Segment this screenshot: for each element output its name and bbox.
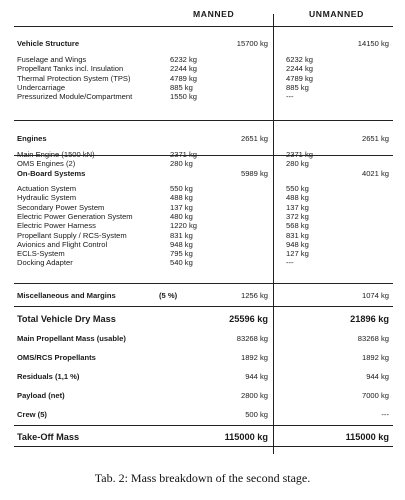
row-label: Fuselage and Wings — [17, 55, 87, 64]
manned-total: 5989 kg — [240, 169, 268, 178]
unmanned-value: 2371 kg — [286, 150, 314, 159]
unmanned-value: 137 kg — [286, 202, 309, 212]
unmanned-value: 944 kg — [366, 372, 389, 381]
row-percentage: (5 %) — [159, 291, 178, 300]
manned-value: 1256 kg — [240, 291, 268, 300]
manned-value: 280 kg — [170, 159, 193, 169]
extras-row — [0, 390, 405, 402]
section-rule — [14, 120, 393, 121]
manned-value: 540 kg — [170, 258, 193, 268]
row-label: Pressurized Module/Compartment — [17, 92, 133, 102]
unmanned-value: 2244 kg — [286, 64, 314, 74]
manned-value: 4789 kg — [170, 73, 198, 83]
section-2-header — [0, 168, 405, 180]
manned-value: 2800 kg — [240, 391, 268, 400]
unmanned-value: --- — [286, 92, 294, 102]
row-label: OMS/RCS Propellants — [17, 353, 96, 362]
manned-value: 137 kg — [170, 202, 193, 212]
extras-row — [0, 371, 405, 383]
row-label: Payload (net) — [17, 391, 65, 400]
extras-row — [0, 352, 405, 364]
manned-value: 795 kg — [170, 249, 193, 259]
manned-value: 1892 kg — [240, 353, 268, 362]
unmanned-value: 6232 kg — [286, 55, 314, 64]
section-1-header — [0, 133, 405, 145]
takeoff-rule-bottom — [14, 446, 393, 447]
manned-value: 2244 kg — [170, 64, 198, 74]
row-label: Take-Off Mass — [17, 432, 80, 442]
section-0-header — [0, 38, 405, 50]
manned-value: 25596 kg — [229, 314, 268, 324]
row-label: Thermal Protection System (TPS) — [17, 73, 131, 83]
row-label: Actuation System — [17, 184, 77, 193]
unmanned-value: 7000 kg — [361, 391, 389, 400]
manned-total: 15700 kg — [236, 39, 268, 48]
unmanned-value: 885 kg — [286, 82, 309, 92]
manned-value: 1550 kg — [170, 92, 198, 102]
extras-row — [0, 333, 405, 345]
row-label: Total Vehicle Dry Mass — [17, 314, 116, 324]
unmanned-value: 1892 kg — [361, 353, 389, 362]
row-label: Propellant Supply / RCS-System — [17, 230, 127, 240]
unmanned-value: 280 kg — [286, 159, 309, 169]
dry-mass-row — [0, 313, 405, 325]
unmanned-value: 831 kg — [286, 230, 309, 240]
manned-value: 550 kg — [170, 184, 193, 193]
manned-value: 944 kg — [245, 372, 268, 381]
manned-value: 488 kg — [170, 193, 193, 203]
unmanned-value: 115000 kg — [345, 432, 389, 442]
manned-value: 885 kg — [170, 82, 193, 92]
manned-value: 83268 kg — [236, 334, 268, 343]
section-2-item — [0, 257, 405, 269]
section-rule — [14, 155, 393, 156]
misc-rule — [14, 306, 393, 307]
row-label: Avionics and Flight Control — [17, 239, 108, 249]
unmanned-value: 948 kg — [286, 239, 309, 249]
row-label: Main Engine (1500 kN) — [17, 150, 95, 159]
row-label: Crew (5) — [17, 410, 47, 419]
manned-value: 6232 kg — [170, 55, 198, 64]
row-label: Secondary Power System — [17, 202, 105, 212]
unmanned-total: 2651 kg — [361, 134, 389, 143]
manned-value: 831 kg — [170, 230, 193, 240]
header-rule — [14, 26, 393, 27]
unmanned-value: 4789 kg — [286, 73, 314, 83]
row-label: OMS Engines (2) — [17, 159, 76, 169]
row-label: Undercarriage — [17, 82, 66, 92]
unmanned-value: 372 kg — [286, 211, 309, 221]
section-rule — [14, 283, 393, 284]
row-label: Docking Adapter — [17, 258, 73, 268]
row-label: Vehicle Structure — [17, 39, 80, 48]
header-manned: MANNED — [193, 9, 235, 19]
manned-total: 2651 kg — [240, 134, 268, 143]
row-label: Residuals (1,1 %) — [17, 372, 80, 381]
unmanned-value: --- — [286, 258, 294, 268]
unmanned-value: 568 kg — [286, 221, 309, 231]
row-label: Hydraulic System — [17, 193, 77, 203]
takeoff-row — [0, 431, 405, 443]
extras-row — [0, 409, 405, 421]
table-caption: Tab. 2: Mass breakdown of the second stage. — [94, 471, 311, 485]
manned-value: 115000 kg — [224, 432, 268, 442]
row-label: Miscellaneous and Margins — [17, 291, 116, 300]
unmanned-value: 488 kg — [286, 193, 309, 203]
unmanned-value: --- — [381, 410, 389, 419]
misc-margins-row — [0, 290, 405, 302]
row-label: ECLS-System — [17, 249, 65, 259]
header-unmanned: UNMANNED — [309, 9, 364, 19]
unmanned-value: 550 kg — [286, 184, 309, 193]
manned-value: 480 kg — [170, 211, 193, 221]
manned-value: 500 kg — [245, 410, 268, 419]
row-label: Electric Power Generation System — [17, 211, 133, 221]
row-label: Engines — [17, 134, 47, 143]
manned-value: 2371 kg — [170, 150, 198, 159]
unmanned-value: 127 kg — [286, 249, 309, 259]
row-label: Electric Power Harness — [17, 221, 96, 231]
row-label: Main Propellant Mass (usable) — [17, 334, 126, 343]
section-0-item — [0, 91, 405, 103]
row-label: Propellant Tanks incl. Insulation — [17, 64, 124, 74]
takeoff-rule-top — [14, 425, 393, 426]
unmanned-value: 1074 kg — [361, 291, 389, 300]
manned-value: 1220 kg — [170, 221, 198, 231]
unmanned-total: 4021 kg — [361, 169, 389, 178]
row-label: On-Board Systems — [17, 169, 86, 178]
unmanned-total: 14150 kg — [357, 39, 389, 48]
unmanned-value: 83268 kg — [357, 334, 389, 343]
manned-value: 948 kg — [170, 239, 193, 249]
unmanned-value: 21896 kg — [350, 314, 389, 324]
